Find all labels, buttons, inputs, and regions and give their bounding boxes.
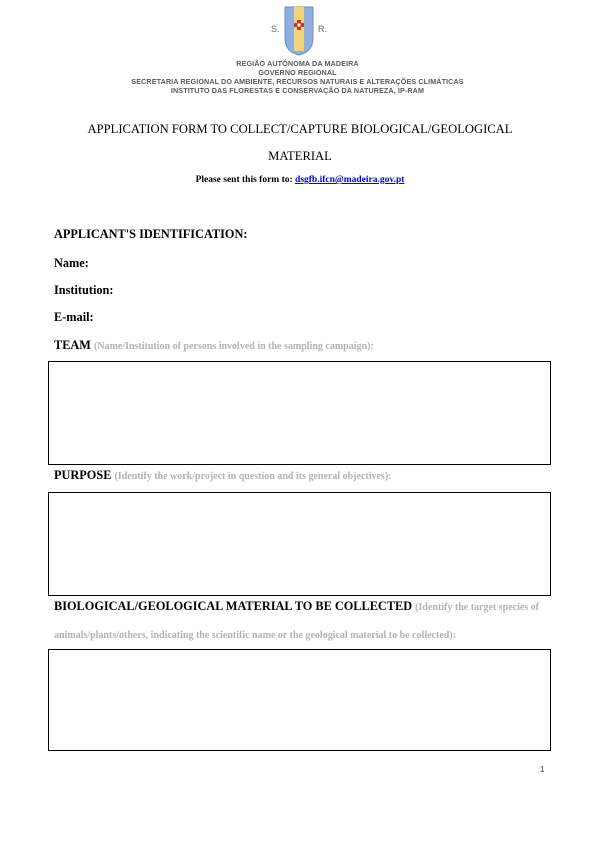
team-hint: (Name/Institution of persons involved in the sampling campaign):	[93, 341, 374, 352]
header-line-secretariat: SECRETARIA REGIONAL DO AMBIENTE, RECURSOS NATURAIS E ALTERAÇÕES CLIMÁTICAS	[131, 77, 464, 86]
header-logo	[0, 4, 595, 54]
material-label: BIOLOGICAL/GEOLOGICAL MATERIAL TO BE COLLECTED	[54, 599, 413, 613]
form-title-line2: MATERIAL	[268, 149, 332, 163]
institution-label: Institution:	[54, 283, 114, 297]
email-label: E-mail:	[54, 310, 94, 324]
send-prefix: Please sent this form to:	[195, 175, 293, 185]
material-hint-line2: animals/plants/others, indicating the scientific name or the geological material to be collected):	[54, 630, 456, 641]
purpose-hint: (Identify the work/project in question and its general objectives):	[114, 471, 392, 482]
coat-of-arms-icon	[284, 6, 314, 56]
material-hint-line1: (Identify the target species of	[415, 602, 540, 613]
form-title-line1: APPLICATION FORM TO COLLECT/CAPTURE BIOLOGICAL/GEOLOGICAL	[87, 122, 513, 136]
send-email-link[interactable]: dsgfb.ifcn@madeira.gov.pt	[295, 175, 405, 185]
team-label: TEAM	[54, 338, 91, 352]
material-hint-line2-wrap	[54, 627, 456, 642]
team-heading	[54, 338, 374, 353]
send-instruction	[0, 175, 595, 185]
logo-letter-s: S.	[271, 24, 280, 34]
header-line-region: REGIÃO AUTÓNOMA DA MADEIRA	[236, 59, 359, 68]
header-line-institute: INSTITUTO DAS FLORESTAS E CONSERVAÇÃO DA NATUREZA, IP-RAM	[170, 86, 425, 95]
material-textbox[interactable]	[48, 649, 551, 751]
purpose-label: PURPOSE	[54, 468, 112, 482]
header-line-government: GOVERNO REGIONAL	[258, 68, 337, 77]
logo-letter-r: R.	[318, 24, 327, 34]
name-label: Name:	[54, 256, 89, 270]
material-heading	[54, 599, 539, 614]
purpose-heading	[54, 468, 392, 483]
page-number: 1	[540, 765, 545, 774]
applicant-section-heading: APPLICANT'S IDENTIFICATION:	[54, 227, 248, 241]
team-textbox[interactable]	[48, 361, 551, 465]
purpose-textbox[interactable]	[48, 492, 551, 596]
